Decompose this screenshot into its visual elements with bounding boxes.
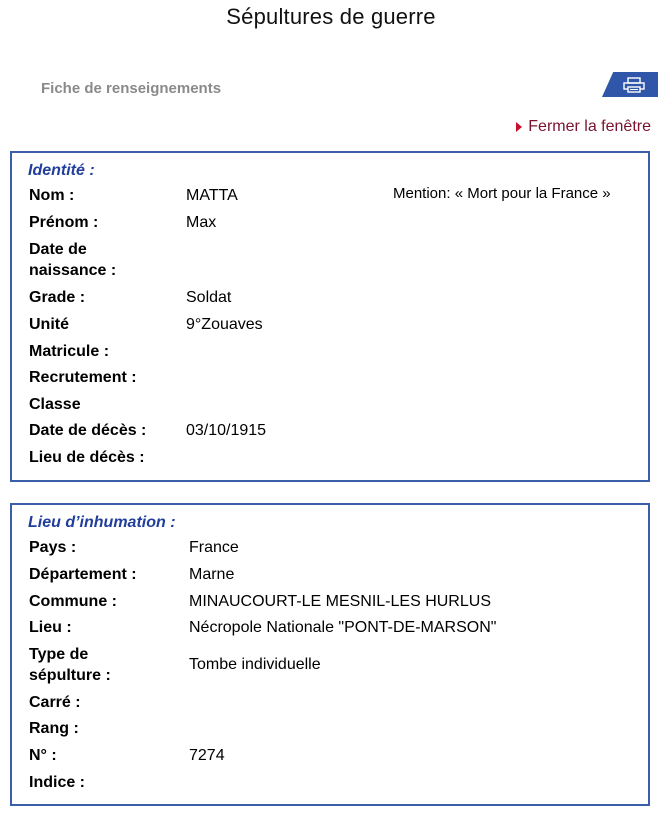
field-label: Carré : [29,694,81,711]
field-value: Max [186,214,217,231]
field-label: Date de naissance : [29,241,117,279]
identity-section-title: Identité : [28,162,95,179]
mention-value: « Mort pour la France » [454,185,611,202]
field-label: Type de sépulture : [29,646,111,684]
close-window-link[interactable] [516,118,651,136]
field-value: MINAUCOURT-LE MESNIL-LES HURLUS [189,593,491,610]
field-label: Unité [29,316,69,333]
field-label: N° : [29,747,57,764]
close-window-label: Fermer la fenêtre [528,118,651,135]
arrow-right-icon [516,122,522,132]
field-label: Indice : [29,774,86,791]
field-value: Nécropole Nationale "PONT-DE-MARSON" [189,619,497,636]
field-value: 9°Zouaves [186,316,263,333]
identity-panel [10,151,650,482]
subtitle: Fiche de renseignements [41,80,222,97]
field-label: Département : [29,566,137,583]
print-button[interactable] [602,72,658,97]
page-title: Sépultures de guerre [226,4,436,29]
field-label: Nom : [29,187,75,204]
printer-icon [623,77,645,93]
field-label: Rang : [29,720,79,737]
burial-panel [10,503,650,806]
field-value: Soldat [186,289,232,306]
field-label: Recrutement : [29,369,137,386]
field-value: France [189,539,239,556]
field-label: Grade : [29,289,86,306]
mention-label: Mention: [393,185,451,202]
burial-section-title: Lieu d’inhumation : [28,514,176,531]
field-label: Classe [29,396,81,413]
field-value: 03/10/1915 [186,422,267,439]
field-value: MATTA [186,187,238,204]
field-value: 7274 [189,747,225,764]
field-label: Lieu : [29,619,72,636]
field-value: Marne [189,566,235,583]
field-value: Tombe individuelle [189,656,321,673]
field-label: Date de décès : [29,422,147,439]
mention [393,185,611,202]
field-label: Matricule : [29,343,110,360]
field-label: Commune : [29,593,117,610]
field-label: Prénom : [29,214,99,231]
field-label: Lieu de décès : [29,449,145,466]
field-label: Pays : [29,539,77,556]
